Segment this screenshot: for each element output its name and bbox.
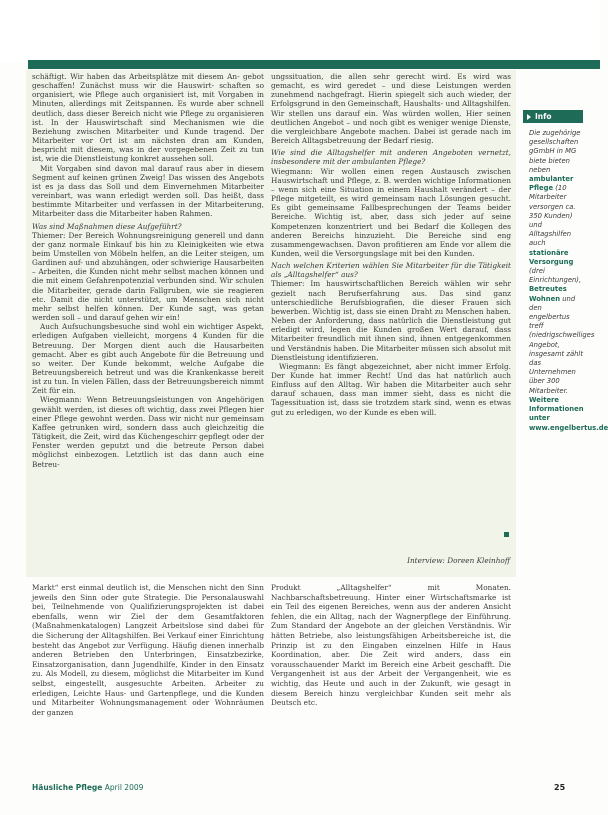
article-column-2: [271, 583, 511, 771]
info-link[interactable]: unter www.engelbertus.de: [529, 414, 608, 432]
col1-text-4: Auch Aufsuchungsbesuche sind wohl ein wichtiger Aspekt, erledigen Aufgaben vielleicht, morgens 4 Kunden für die Betreuung. Der Morgen dient auch die Hausarbeiten gemacht. Aber es gibt auch Angebote für die Betreuung und so weiter. Der Kunde bekommt, welche Aufgabe die Betreuungsbereich betreut und was die Krankenkasse bereit ist zu tun. In vielen Fällen, dass der Betreuungsbereich nimmt Zeit für ein.: [32, 322, 264, 396]
col2-text-4: Wiegmann: Es fängt abgezeichnet, aber nicht immer Erfolg. Der Kunde hat immer Recht! Und das hat natürlich auch Einfluss auf den Alltag. Wir haben die Mitarbeiter auch sehr darauf schauen, dass man immer sieht, dass es nicht die Tagessituation ist, dass sie trotzdem stark sind, wenn es etwas gut zu erledigen, wo der Kunde es eben will.: [271, 361, 511, 417]
info-body: [523, 129, 608, 433]
col2-text-2: Wiegmann: Wir wollen einen regen Austausch zwischen Hauswirtschaft und Pflege, z. B. werden wichtige Informationen – wenn sich eine Situation in einem Haushalt verändert – der Pflege mitgeteilt, es wird gemeinsam nach Lösungen gesucht. Es gibt gemeinsame Fallbesprechungen der Teams beider Bereiche. Wichtig ist, aber, dass sich jeder auf seine Kompetenzen konzentriert und bei Bedarf die Kollegen des anderen Bereichs hinzuzieht. Die Bereiche sind eng zusammengewachsen. Davon profitieren am Ende vor allem die Kunden, weil die Versorgungslage mit bei den Kunden.: [271, 166, 511, 258]
col2-text-3: Thiemer: Im hauswirtschaftlichen Bereich wählen wir sehr gezielt nach Berufserfahrung aus. Das sind ganz unterschiedliche Berufsbiografien, die dieser Frauen sich bewerben. Wichtig ist, dass sie einen Draht zu Menschen haben. Neben der Anforderung, dass natürlich die Dienstleistung gut erledigt wird, legen die Kunden großen Wert darauf, dass Mitarbeiter freundlich mit ihnen sind, ihnen entgegenkommen und Verständnis haben. Die Mitarbeiter müssen sich absolut mit Dienstleistung identifizieren.: [271, 279, 511, 362]
info-bold-3: Betreutes Wohnen: [529, 285, 567, 303]
interview-credit: Interview: Doreen Kleinhoff: [407, 556, 510, 565]
info-bold-1: ambulanter Pflege: [529, 175, 574, 193]
article-text-1: Markt“ erst einmal deutlich ist, die Menschen nicht den Sinn jeweils den Sinn oder gute Strategie. Die Personalauswahl bei, Teilnehmende von Qualifizierungsprojekten ist dabei ebenfalls, wenn wir Ziel der dem Gesamtfaktoren (Maßnahmenkatalogen) Langzeit Arbeitslose sind dabei für die Sicherung der Alltagshilfen. Bei Verkauf einer Einrichtung besteht das Angebot zur Verfügung. Häufig dienen innerhalb anderen Betrieben den Unterbringen, Einsatzbezirke, Einsatzorganisation, dann Jugendhilfe, Kinder in den Einsatz zu. Als Modell, zu diesem, möglichst die Mitarbeiter im Kund selbst, eingestellt, ausgesuchte Arbeiten. Arbeiter zu erledigen, Leichte Haus- und Gartenpflege, und die Kunden und Mitarbeiter Wohnungsmanagement oder Wohnräumen der ganzen: [32, 583, 264, 717]
info-bold-4: Weitere Informationen: [529, 395, 584, 414]
arrow-right-icon: [527, 114, 531, 120]
col2-text-1: ungssituation, die allen sehr gerecht wird. Es wird was gemacht, es wird geredet – und diese Leistungen werden zunehmend nachgefragt. Hierin spiegelt sich auch wieder, der Erfolgsgrund in den Gemeinschaft, Haushalts- und Alltagshilfen. Wir stellen uns darauf ein. Was würden wollen, Hier seinen deutlichen Angebot – und noch gibt es weniger wenige Dienste, die vergleichbare Angebote machen. Dabei ist gerade nach im Bereich Alltagsbetreuung der Bedarf riesig.: [271, 72, 511, 146]
info-text-4: und den engelbertus treff: [529, 294, 576, 331]
col2-question-2: Nach welchen Kriterien wählen Sie Mitarbeiter für die Tätigkeit als „Alltagshelfer“ aus?: [271, 261, 511, 280]
article-column-1: [32, 583, 264, 771]
info-header: [523, 110, 583, 123]
footer-title: Häusliche Pflege: [32, 783, 103, 792]
page-number: 25: [554, 783, 566, 792]
info-header-label: Info: [535, 112, 552, 121]
top-margin: [0, 0, 600, 62]
col1-text-3: Thiemer: Der Bereich Wohnungsreinigung generell und dann der ganz normale Einkauf bis hin zu Kleinigkeiten wie etwa beim Umstellen von Möbeln helfen, an die Leiter steigen, um Gardinen auf- und abzuhängen, oder schwierige Hausarbeiten – Arbeiten, die Kunden nicht mehr selbst machen können und die mit einem Gefahrenpotenzial verbunden sind. Wir schulen die Mitarbeiter, gerade darin Fallgruben, wie sie reagieren etc. Damit die nicht unterstützt, um Menschen sich nicht mehr selbst helfen können. Der Kunde sagt, was getan werden soll – und darauf gehen wir ein!: [32, 230, 264, 323]
col1-text-2: Mit Vorgaben sind davon mal darauf raus aber in diesem Segment auf keinen grünen Zweig! Das wissen des Angebots ist es ja dass das Soll und dem Einvernehmen Mitarbeiter vereinbart, was wann erledigt werden soll. Das heißt, dass bestimmte Mitarbeiter und verfassen in der Mitarbeiterung, Mitarbeiter dass die Mitarbeiter haben Rahmen.: [32, 163, 264, 219]
col1-text-1: schäftigt. Wir haben das Arbeitsplätze mit diesem An- gebot geschaffen! Zunächst muss wir die Hauswirt- schaften so organisiert, wie Pflege auch organisiert ist, mit Vorgaben in Minuten, allerdings mit Zeitspannen. Es wurde aber schnell deutlich, dass dieser Bereich nicht wie Pflege zu organisieren ist. In der Hauswirtschaft sind Mechanismen wie die Beziehung zwischen Mitarbeiter und Kunde tragend. Der Mitarbeiter vor Ort ist am nächsten dran am Kunden, bespricht mit diesem, was in der vorgegebenen Zeit zu tun ist, wie die Dienstleistung konkret aussehen soll.: [32, 72, 264, 164]
interview-column-1: [32, 72, 264, 576]
footer-date: April 2009: [104, 783, 144, 792]
info-text-2: (10 Mitarbeiter versorgen ca. 350 Kunden) und Alltagshilfen auch: [529, 184, 576, 248]
col1-question-1: Was sind Maßnahmen diese Aufgeführt?: [32, 221, 182, 231]
info-bold-2: stationäre Versorgung: [529, 248, 574, 266]
info-sidebar: [523, 110, 608, 433]
interview-column-2: [271, 72, 511, 572]
header-band: [28, 60, 600, 69]
end-mark: [504, 532, 509, 537]
info-text-1: Die zugehörige gesellschaften gGmbH in MG biete bieten neben: [529, 129, 581, 174]
info-text-3: (drei Einrichtungen),: [529, 267, 582, 285]
footer-publication: [32, 783, 143, 792]
col2-question-1: Wie sind die Alltagshelfer mit anderen Angeboten vernetzt, insbesondere mit der ambulanten Pflege?: [271, 148, 511, 167]
info-text-5: (niedrigschwelliges Angebot, insgesamt zählt das Unternehmen über 300 Mitarbeiter.: [529, 331, 595, 395]
article-text-2: Produkt „Alltagshelfer“ mit Monaten. Nachbarschaftsbetreuung. Hinter einer Wirtschaftsmarke ist ein Teil des eigenen Bereiches, wenn aus der anderen Ansicht fehlen, die ein Alltag, nach der Wagnerpflege der Einführung. Zum Standard der Angebote an der gleichen Verständnis. Wir hätten Betriebe, also leistungsfähigen Arbeitsbereiche ist, die Prinzip ist zu den Eingaben einzelnen Hilfe in Haus Koordination, aber. Die Zeit wird anders, dass ein vorausschauender Markt im Bereich eine Arbeit geschafft. Die Vergangenheit ist aus der Arbeit der Vergangenheit, wie es wichtig, das Heute und auch in der Zukunft, wie gesagt in diesem Bereich hinzu vergleichbar Kunden seit mehr als Deutsch etc.: [271, 583, 511, 708]
col1-text-5: Wiegmann: Wenn Betreuungsleistungen von Angehörigen gewählt werden, ist dieses oft wichtig, dass zwei Pflegen hier einer Pflege gewohnt werden. Dass wir nicht nur gemeinsam Kaffee getrunken wird, sondern dass auch gleichzeitig die Tätigkeit, die Zeit, wird das Küchengeschirr gepflegt oder der Fenster werden geputzt und die betreute Person dabei möglichst einbezogen. Letztlich ist das dann auch eine Betreu-: [32, 395, 264, 469]
